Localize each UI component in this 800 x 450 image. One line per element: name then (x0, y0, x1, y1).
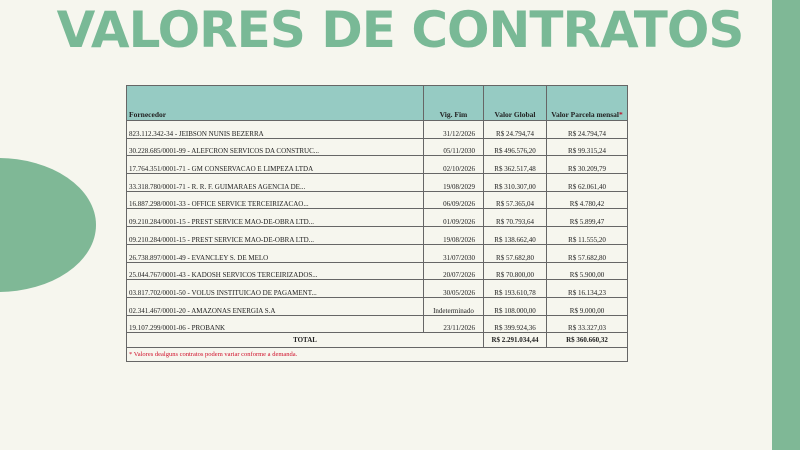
table-row (127, 244, 628, 262)
cell-vigencia: 02/10/2026 (424, 156, 484, 174)
cell-valor-parcela: R$ 33.327,03 (547, 315, 628, 333)
table-row (127, 280, 628, 298)
cell-vigencia: 31/07/2030 (424, 244, 484, 262)
cell-fornecedor: 26.738.897/0001-49 - EVANCLEY S. DE MELO (127, 244, 424, 262)
cell-fornecedor: 25.044.767/0001-43 - KADOSH SERVICOS TERCEIRIZADOS... (127, 262, 424, 280)
cell-valor-global: R$ 362.517,48 (484, 156, 547, 174)
cell-fornecedor: 823.112.342-34 - JEIBSON NUNIS BEZERRA (127, 121, 424, 139)
header-valor-parcela (547, 86, 628, 121)
note-row (127, 348, 628, 362)
cell-valor-parcela: R$ 57.682,80 (547, 244, 628, 262)
table-row (127, 227, 628, 245)
cell-valor-global: R$ 57.365,04 (484, 191, 547, 209)
cell-valor-global: R$ 310.307,00 (484, 174, 547, 192)
cell-fornecedor: 19.107.299/0001-06 - PROBANK (127, 315, 424, 333)
cell-valor-parcela: R$ 9.000,00 (547, 297, 628, 315)
page-title: VALORES DE CONTRATOS (56, 1, 744, 59)
cell-vigencia: 20/07/2026 (424, 262, 484, 280)
cell-valor-global: R$ 496.576,20 (484, 138, 547, 156)
cell-vigencia: 06/09/2026 (424, 191, 484, 209)
table-row (127, 156, 628, 174)
cell-vigencia: 23/11/2026 (424, 315, 484, 333)
header-valor-global: Valor Global (484, 86, 547, 121)
header-vigencia: Vig. Fim (424, 86, 484, 121)
cell-fornecedor: 09.210.284/0001-15 - PREST SERVICE MAO-DE-OBRA LTD... (127, 227, 424, 245)
cell-valor-parcela: R$ 99.315,24 (547, 138, 628, 156)
cell-vigencia: 31/12/2026 (424, 121, 484, 139)
cell-valor-global: R$ 193.610,78 (484, 280, 547, 298)
cell-vigencia: 19/08/2029 (424, 174, 484, 192)
left-accent-circle (0, 158, 96, 292)
cell-valor-global: R$ 24.794,74 (484, 121, 547, 139)
cell-valor-parcela: R$ 62.061,40 (547, 174, 628, 192)
cell-valor-global: R$ 138.662,40 (484, 227, 547, 245)
right-accent-bar (772, 0, 800, 450)
cell-fornecedor: 16.887.298/0001-33 - OFFICE SERVICE TERCEIRIZACAO... (127, 191, 424, 209)
cell-vigencia: 30/05/2026 (424, 280, 484, 298)
cell-fornecedor: 02.341.467/0001-20 - AMAZONAS ENERGIA S.A (127, 297, 424, 315)
total-row (127, 333, 628, 348)
table-row (127, 174, 628, 192)
cell-valor-parcela: R$ 5.900,00 (547, 262, 628, 280)
cell-vigencia: 01/09/2026 (424, 209, 484, 227)
cell-valor-parcela: R$ 4.780,42 (547, 191, 628, 209)
total-valor-global: R$ 2.291.034,44 (484, 333, 547, 348)
cell-vigencia: 05/11/2030 (424, 138, 484, 156)
contracts-sheet (126, 85, 627, 362)
header-asterisk: * (619, 110, 623, 119)
total-valor-parcela: R$ 360.660,32 (547, 333, 628, 348)
cell-fornecedor: 17.764.351/0001-71 - GM CONSERVACAO E LIMPEZA LTDA (127, 156, 424, 174)
header-fornecedor: Fornecedor (127, 86, 424, 121)
cell-valor-global: R$ 57.682,80 (484, 244, 547, 262)
table-row (127, 315, 628, 333)
table-row (127, 191, 628, 209)
cell-valor-parcela: R$ 30.209,79 (547, 156, 628, 174)
table-row (127, 209, 628, 227)
cell-valor-parcela: R$ 11.555,20 (547, 227, 628, 245)
table-row (127, 121, 628, 139)
cell-valor-parcela: R$ 24.794,74 (547, 121, 628, 139)
table-row (127, 138, 628, 156)
header-valor-parcela-label: Valor Parcela mensal (551, 110, 620, 119)
table-header-row (127, 86, 628, 121)
footnote: * Valores dealguns contratos podem variar conforme a demanda. (127, 348, 628, 362)
table-row (127, 262, 628, 280)
cell-fornecedor: 09.210.284/0001-15 - PREST SERVICE MAO-DE-OBRA LTD... (127, 209, 424, 227)
cell-valor-global: R$ 70.793,64 (484, 209, 547, 227)
table-row (127, 297, 628, 315)
cell-valor-global: R$ 70.800,00 (484, 262, 547, 280)
cell-valor-parcela: R$ 16.134,23 (547, 280, 628, 298)
cell-vigencia: Indeterminado (424, 297, 484, 315)
cell-valor-parcela: R$ 5.899,47 (547, 209, 628, 227)
cell-valor-global: R$ 108.000,00 (484, 297, 547, 315)
contracts-table (126, 85, 628, 362)
cell-vigencia: 19/08/2026 (424, 227, 484, 245)
cell-fornecedor: 30.228.685/0001-99 - ALEFCRON SERVICOS DA CONSTRUC... (127, 138, 424, 156)
total-label: TOTAL (127, 333, 484, 348)
cell-fornecedor: 03.817.702/0001-50 - VOLUS INSTITUICAO DE PAGAMENT... (127, 280, 424, 298)
cell-fornecedor: 33.318.780/0001-71 - R. R. F. GUIMARAES AGENCIA DE... (127, 174, 424, 192)
cell-valor-global: R$ 399.924,36 (484, 315, 547, 333)
